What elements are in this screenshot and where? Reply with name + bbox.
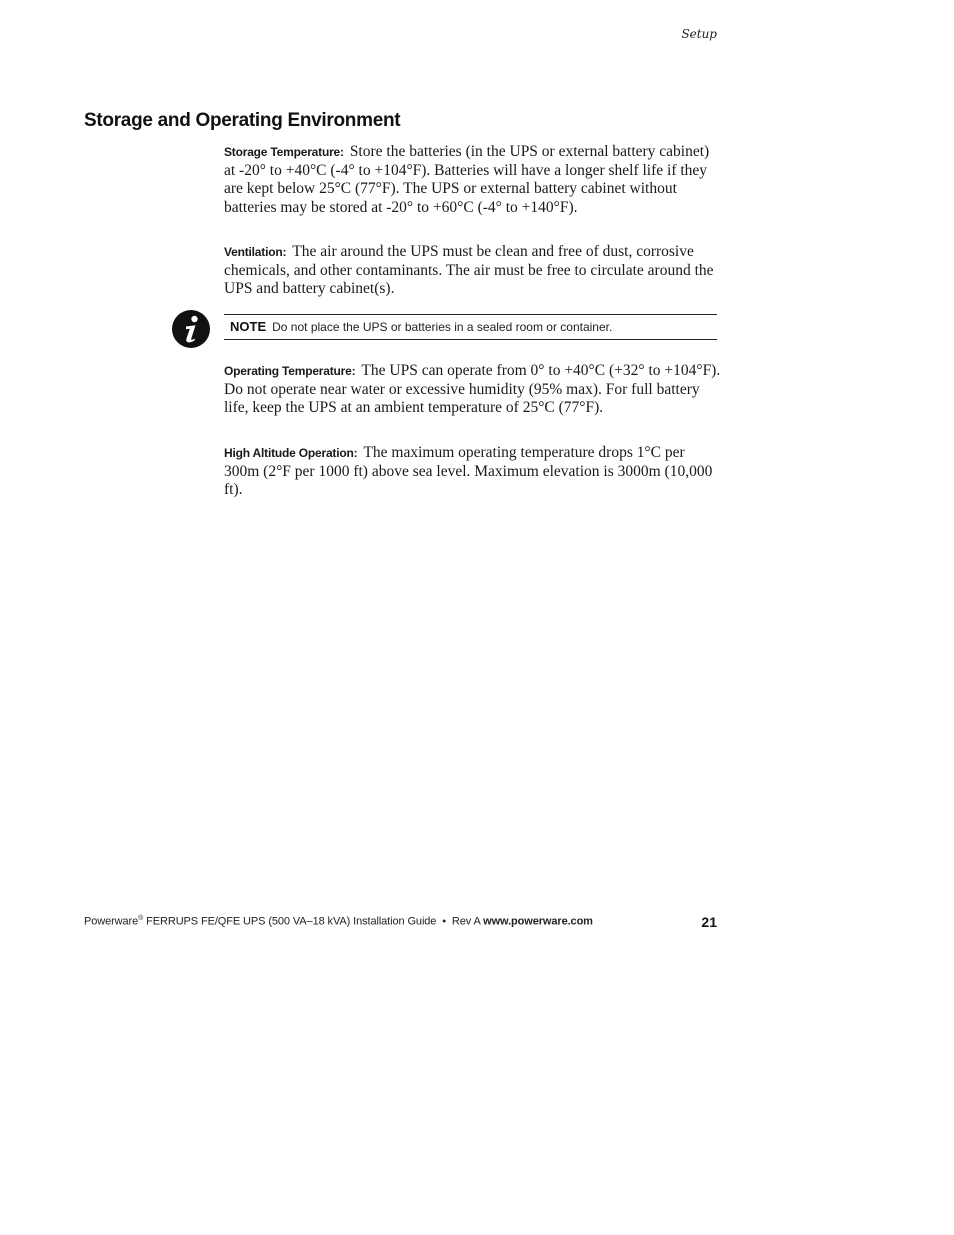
info-icon — [171, 309, 211, 349]
note-box — [224, 314, 717, 340]
storage-temperature-text: Store the batteries (in the UPS or external battery cabinet) at -20° to +40°C (-4° to +104°F). Batteries will have a longer shelf life if they are kept below 25°C (77°F). The UPS or external battery cabinet without batteries may be stored at -20° to +60°C (-4° to +140°F). — [224, 143, 710, 216]
high-altitude-label: High Altitude Operation: — [224, 446, 358, 460]
note-label: NOTE — [230, 319, 267, 334]
footer-citation — [84, 915, 593, 928]
footer-reg-mark: ® — [138, 915, 144, 922]
ventilation-text: The air around the UPS must be clean and free of dust, corrosive chemicals, and other contaminants. The air must be free to circulate around the UPS and battery cabinet(s). — [224, 243, 714, 297]
footer-url[interactable]: www.powerware.com — [483, 915, 593, 928]
note-text: Do not place the UPS or batteries in a sealed room or container. — [272, 320, 613, 334]
footer-product: FERRUPS FE/QFE UPS (500 VA–18 kVA) Installation Guide • Rev A — [143, 915, 484, 928]
operating-temperature-paragraph — [224, 362, 721, 418]
section-title: Storage and Operating Environment — [84, 110, 401, 131]
ventilation-label: Ventilation: — [224, 245, 287, 259]
high-altitude-paragraph — [224, 444, 721, 500]
page-number: 21 — [701, 914, 717, 930]
high-altitude-text: The maximum operating temperature drops 1°C per 300m (2°F per 1000 ft) above sea level. Maximum elevation is 3000m (10,000 ft). — [224, 444, 713, 498]
storage-temperature-paragraph — [224, 143, 721, 217]
operating-temperature-text: The UPS can operate from 0° to +40°C (+32° to +104°F). Do not operate near water or excessive humidity (95% max). For full battery life, keep the UPS at an ambient temperature of 25°C (77°F). — [224, 362, 721, 416]
running-head: Setup — [681, 27, 717, 41]
ventilation-paragraph — [224, 243, 721, 299]
operating-temperature-label: Operating Temperature: — [224, 364, 356, 378]
storage-temperature-label: Storage Temperature: — [224, 145, 344, 159]
footer-brand: Powerware — [84, 915, 139, 928]
